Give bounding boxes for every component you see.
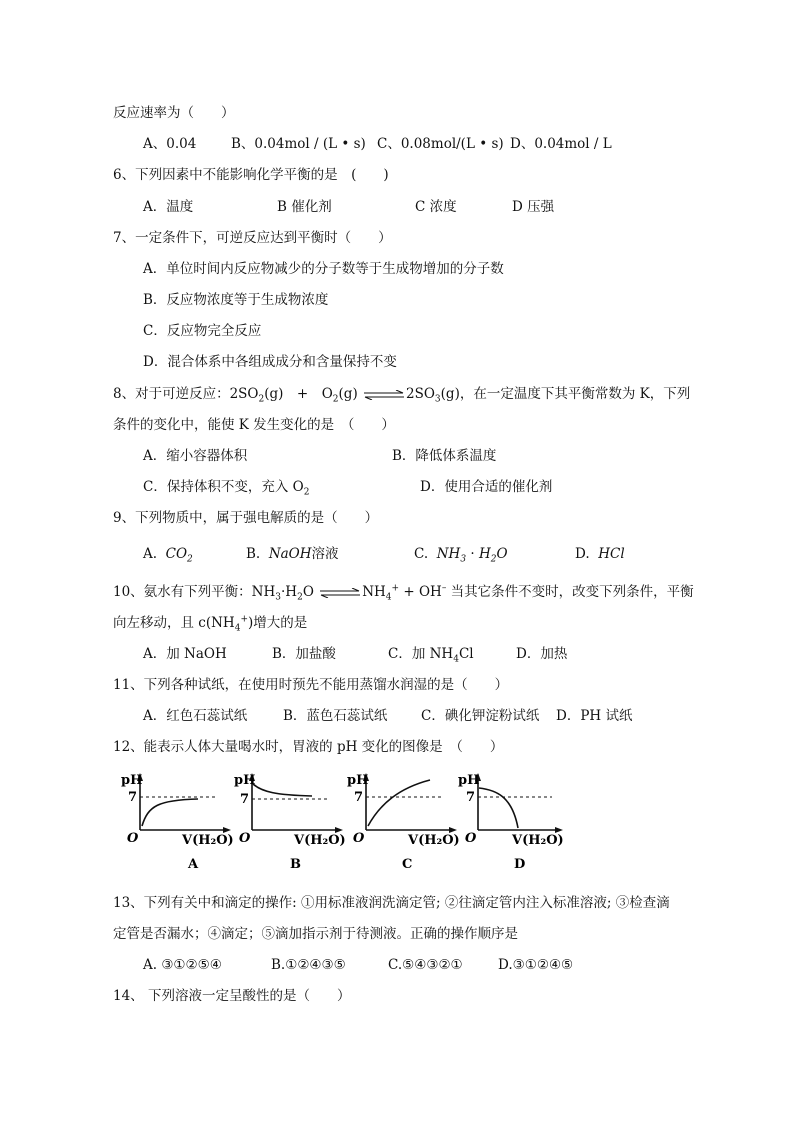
q13-stem-line1: 13、下列有关中和滴定的操作: ①用标准液润洗滴定管; ②往滴定管内注入标准溶液; ③检查滴 <box>113 895 670 911</box>
q8-stem-line1: 8、对于可逆反应：$2SO_2(g)$ + $O_2(g)$ $2SO_3(g)$，在一定温度下其平衡常数为 K，下列 <box>113 386 691 405</box>
q8-stem-line2: 条件的变化中，能使 K 发生变化的是 （ ） <box>113 417 395 433</box>
graph-c-svg <box>344 768 460 878</box>
graph-d-svg <box>454 768 564 878</box>
graph-d-xlabel: V(H₂O) <box>512 833 564 848</box>
q6-option-d: D 压强 <box>512 199 555 215</box>
graph-d-letter: D <box>514 857 526 872</box>
graph-a-letter: A <box>188 857 199 872</box>
graph-a-origin: O <box>127 831 139 846</box>
q13-option-b: B.①②④③⑤ <box>271 957 346 973</box>
graph-d-ylabel: pH <box>458 773 480 788</box>
q6-option-b: B 催化剂 <box>277 199 332 215</box>
graph-b-seven: 7 <box>240 792 250 807</box>
graph-d-origin: O <box>465 831 477 846</box>
q12-graph-options <box>118 768 564 878</box>
graph-c-xlabel: V(H₂O) <box>408 833 460 848</box>
q10-stem-line2: 向左移动，且 $c(NH_4^+)$增大的是 <box>113 614 308 634</box>
q7-stem: 7、一定条件下，可逆反应达到平衡时（ ） <box>113 230 392 246</box>
graph-c-ylabel: pH <box>347 773 369 788</box>
reversible-arrow-icon <box>318 588 362 598</box>
q9-option-d: D. HCl <box>575 546 625 562</box>
q11-option-b: B．蓝色石蕊试纸 <box>283 708 388 724</box>
graph-a-xlabel: V(H₂O) <box>182 833 234 848</box>
q5-option-a: A、0.04 <box>143 136 197 152</box>
q13-option-a: A. ③①②⑤④ <box>143 957 222 973</box>
graph-a-svg <box>118 768 234 878</box>
q5-option-b: B、0.04mol / (L • s) <box>231 136 366 152</box>
q14-stem: 14、 下列溶液一定呈酸性的是（ ） <box>113 988 351 1004</box>
q12-stem: 12、能表示人体大量喝水时，胃液的 pH 变化的图像是 （ ） <box>113 739 504 755</box>
q8-option-b: B．降低体系温度 <box>392 448 497 464</box>
q11-option-a: A．红色石蕊试纸 <box>143 708 248 724</box>
q9-option-c: C. $NH_3 \cdot H_2O$ <box>414 546 508 565</box>
q10-option-d: D．加热 <box>516 646 568 662</box>
q8-option-d: D．使用合适的催化剂 <box>420 479 553 495</box>
graph-c-letter: C <box>402 857 413 872</box>
q5-option-d: D、0.04mol / L <box>510 136 612 152</box>
graph-c-seven: 7 <box>354 790 364 805</box>
q12-graph-a <box>118 768 234 878</box>
q11-option-c: C．碘化钾淀粉试纸 <box>421 708 540 724</box>
q6-stem: 6、下列因素中不能影响化学平衡的是 ( ) <box>113 167 389 183</box>
q9-option-a: A. $CO_2$ <box>143 546 193 565</box>
q5-option-c: C、0.08mol/(L • s) <box>377 136 504 152</box>
q6-option-a: A．温度 <box>143 199 194 215</box>
graph-d-seven: 7 <box>466 790 476 805</box>
q10-stem-line1: 10、氨水有下列平衡：$NH_3\cdot H_2O$ $NH_4^+ + OH^-$ 当其它条件不变时，改变下列条件，平衡 <box>113 583 694 603</box>
q7-option-d: D．混合体系中各组成成分和含量保持不变 <box>143 354 397 370</box>
q7-option-c: C．反应物完全反应 <box>143 323 262 339</box>
graph-a-seven: 7 <box>128 790 138 805</box>
graph-c-origin: O <box>353 831 365 846</box>
q8-option-a: A．缩小容器体积 <box>143 448 248 464</box>
graph-b-svg <box>232 768 346 878</box>
q5-stem-tail: 反应速率为（ ） <box>113 105 235 121</box>
q10-option-a: A．加 NaOH <box>143 646 227 662</box>
graph-a-ylabel: pH <box>121 773 143 788</box>
q13-stem-line2: 定管是否漏水；④滴定；⑤滴加指示剂于待测液。正确的操作顺序是 <box>113 926 518 942</box>
q12-graph-d <box>454 768 564 878</box>
graph-b-xlabel: V(H₂O) <box>294 833 346 848</box>
q9-option-b: B. NaOH溶液 <box>246 546 339 562</box>
q12-graph-b <box>232 768 346 878</box>
q13-option-c: C.⑤④③②① <box>388 957 463 973</box>
q6-option-c: C 浓度 <box>415 199 457 215</box>
q8-option-c: C．保持体积不变，充入 $O_2$ <box>143 479 310 498</box>
q11-stem: 11、下列各种试纸，在使用时预先不能用蒸馏水润湿的是（ ） <box>113 677 509 693</box>
reversible-arrow-icon <box>362 390 406 400</box>
q7-option-b: B．反应物浓度等于生成物浓度 <box>143 292 329 308</box>
q12-graph-c <box>344 768 460 878</box>
graph-b-ylabel: pH <box>234 773 256 788</box>
q10-option-b: B．加盐酸 <box>272 646 336 662</box>
q11-option-d: D．PH 试纸 <box>556 708 633 724</box>
q13-option-d: D.③①②④⑤ <box>498 957 574 973</box>
graph-b-letter: B <box>290 857 301 872</box>
graph-b-origin: O <box>239 831 251 846</box>
q9-stem: 9、下列物质中，属于强电解质的是（ ） <box>113 510 379 526</box>
q7-option-a: A．单位时间内反应物减少的分子数等于生成物增加的分子数 <box>143 261 504 277</box>
q10-option-c: C．加 $NH_4Cl$ <box>388 646 474 665</box>
